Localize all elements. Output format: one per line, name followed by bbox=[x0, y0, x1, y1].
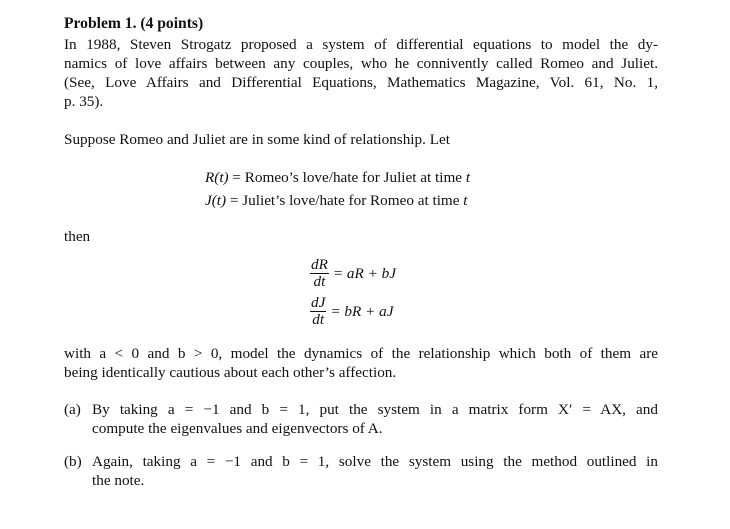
equation-rhs: = aR + bJ bbox=[332, 264, 396, 282]
intro-line: p. 35). bbox=[64, 93, 104, 110]
part-b bbox=[64, 452, 658, 490]
fraction-numerator: dJ bbox=[311, 293, 326, 311]
part-line: the note. bbox=[92, 472, 145, 489]
equation-dR bbox=[310, 254, 396, 292]
part-text bbox=[92, 400, 658, 438]
part-a bbox=[64, 400, 658, 438]
problem-page bbox=[64, 14, 658, 489]
part-line: Again, taking a = −1 and b = 1, solve the system using the method outlined in bbox=[92, 453, 658, 470]
part-line: By taking a = −1 and b = 1, put the system in a matrix form X′ = AX, and bbox=[92, 401, 658, 418]
parts-list bbox=[64, 400, 658, 504]
fraction-numerator: dR bbox=[311, 255, 328, 273]
definition-var: t bbox=[463, 192, 468, 209]
definition-text: Juliet’s love/hate for Romeo at time bbox=[242, 192, 464, 209]
equation-dJ bbox=[310, 292, 396, 330]
problem-title: Problem 1. (4 points) bbox=[64, 15, 204, 32]
conditions-line: with a < 0 and b > 0, model the dynamics of the relationship which both of them are bbox=[64, 345, 658, 362]
intro-line: In 1988, Steven Strogatz proposed a system of differential equations to model the dy- bbox=[64, 36, 658, 53]
definition-text: Romeo’s love/hate for Juliet at time bbox=[244, 169, 466, 186]
fraction-denominator: dt bbox=[312, 310, 325, 328]
setup-text: Suppose Romeo and Juliet are in some kind of relationship. Let bbox=[64, 131, 450, 148]
definitions-block bbox=[205, 168, 470, 214]
intro-line: (See, Love Affairs and Differential Equations, Mathematics Magazine, Vol. 61, No. 1, bbox=[64, 74, 658, 91]
then-label: then bbox=[64, 228, 91, 245]
part-text bbox=[92, 452, 658, 490]
fraction bbox=[310, 295, 326, 328]
definition-lhs: J(t) bbox=[205, 192, 227, 209]
definition-var: t bbox=[465, 169, 471, 186]
part-line: compute the eigenvalues and eigenvectors of A. bbox=[92, 420, 383, 437]
intro-paragraph bbox=[64, 35, 658, 111]
definition-equals: = bbox=[226, 192, 243, 209]
definition-equals: = bbox=[228, 169, 245, 186]
fraction-denominator: dt bbox=[313, 272, 326, 290]
part-label: (a) bbox=[64, 401, 81, 418]
definition-lhs: R(t) bbox=[205, 169, 229, 186]
setup-sentence bbox=[64, 130, 658, 149]
conditions-paragraph bbox=[64, 344, 658, 382]
differential-equations bbox=[310, 254, 396, 330]
definition-juliet bbox=[205, 191, 470, 214]
part-label: (b) bbox=[64, 453, 82, 470]
equation-rhs: = bR + aJ bbox=[330, 302, 394, 320]
intro-line: namics of love affairs between any couples, who he connivently called Romeo and Juliet. bbox=[64, 55, 658, 72]
definition-romeo bbox=[205, 168, 470, 191]
fraction bbox=[310, 257, 329, 290]
conditions-line: being identically cautious about each other’s affection. bbox=[64, 364, 397, 381]
